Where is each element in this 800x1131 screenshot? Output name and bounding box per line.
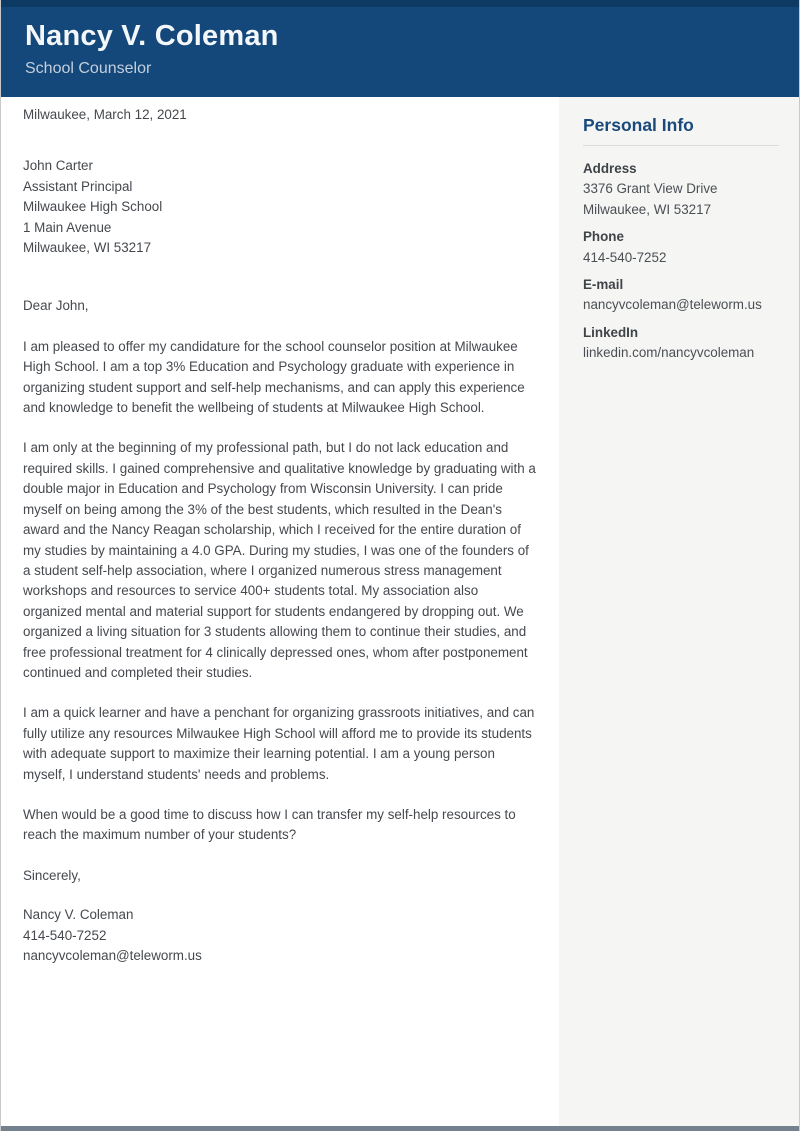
header-top-band xyxy=(1,0,799,7)
recipient-city: Milwaukee, WI 53217 xyxy=(23,240,152,256)
person-name: Nancy V. Coleman xyxy=(25,20,279,52)
info-item-address xyxy=(583,159,779,220)
signature-email: nancyvcoleman@teleworm.us xyxy=(23,948,202,963)
recipient-street: 1 Main Avenue xyxy=(23,219,112,235)
letter-paragraph: When would be a good time to discuss how I can transfer my self-help resources to reach the maximum number of your students? xyxy=(23,806,516,843)
recipient-organization: Milwaukee High School xyxy=(23,199,163,215)
recipient-block xyxy=(23,156,539,258)
letter-date: Milwaukee, March 12, 2021 xyxy=(23,107,187,122)
personal-info-sidebar xyxy=(559,97,800,1126)
letter-paragraph: I am only at the beginning of my professional path, but I do not lack education and required skills. I gained comprehensive and qualitative knowledge by graduating with a double major in Education and Psychology from Wisconsin University. I can pride myself on being among the 3% of the best students, which resulted in the Dean's award and the Nancy Reagan scholarship, which I received for the entire duration of my studies by maintaining a 4.0 GPA. During my studies, I was one of the founders of a student self-help association, where I organized numerous stress management workshops and resources to service 400+ students total. My association also organized mental and material support for students endangered by dropping out. We organized a living situation for 3 students allowing them to continue their studies, and free professional treatment for 4 clinically depressed ones, whom after postponement continued and completed their studies. xyxy=(23,440,536,680)
recipient-name: John Carter xyxy=(23,158,93,174)
signature-phone: 414-540-7252 xyxy=(23,927,107,943)
header-banner xyxy=(1,0,799,97)
info-label: E-mail xyxy=(583,277,624,293)
info-value: 414-540-7252 xyxy=(583,249,667,265)
info-value: 3376 Grant View Drive xyxy=(583,181,718,197)
person-job-title: School Counselor xyxy=(25,59,152,77)
info-value: linkedin.com/nancyvcoleman xyxy=(583,345,755,361)
info-item-phone xyxy=(583,227,779,268)
recipient-title: Assistant Principal xyxy=(23,178,133,194)
info-value: Milwaukee, WI 53217 xyxy=(583,201,712,217)
closing: Sincerely, xyxy=(23,867,81,883)
sidebar-heading: Personal Info xyxy=(583,115,779,146)
info-item-linkedin xyxy=(583,323,779,364)
info-item-email xyxy=(583,275,779,316)
footer-accent-strip xyxy=(1,1126,799,1131)
letter-paragraph: I am pleased to offer my candidature for the school counselor position at Milwaukee High School. I am a top 3% Education and Psychology graduate with experience in organizing student support and self-help mechanisms, and can apply this experience and knowledge to benefit the wellbeing of students at Milwaukee High School. xyxy=(23,338,525,416)
info-label: Phone xyxy=(583,229,624,245)
letter-body xyxy=(1,97,559,966)
info-value: nancyvcoleman@teleworm.us xyxy=(583,297,762,313)
signature-name: Nancy V. Coleman xyxy=(23,907,134,923)
info-label: Address xyxy=(583,161,637,176)
salutation: Dear John, xyxy=(23,298,89,314)
letter-paragraph: I am a quick learner and have a penchant for organizing grassroots initiatives, and can fully utilize any resources Milwaukee High School will afford me to provide its students with adequate support to maximize their learning potential. I am a young person myself, I understand students' needs and problems. xyxy=(23,705,535,782)
signature-block xyxy=(23,905,539,966)
info-label: LinkedIn xyxy=(583,324,639,340)
